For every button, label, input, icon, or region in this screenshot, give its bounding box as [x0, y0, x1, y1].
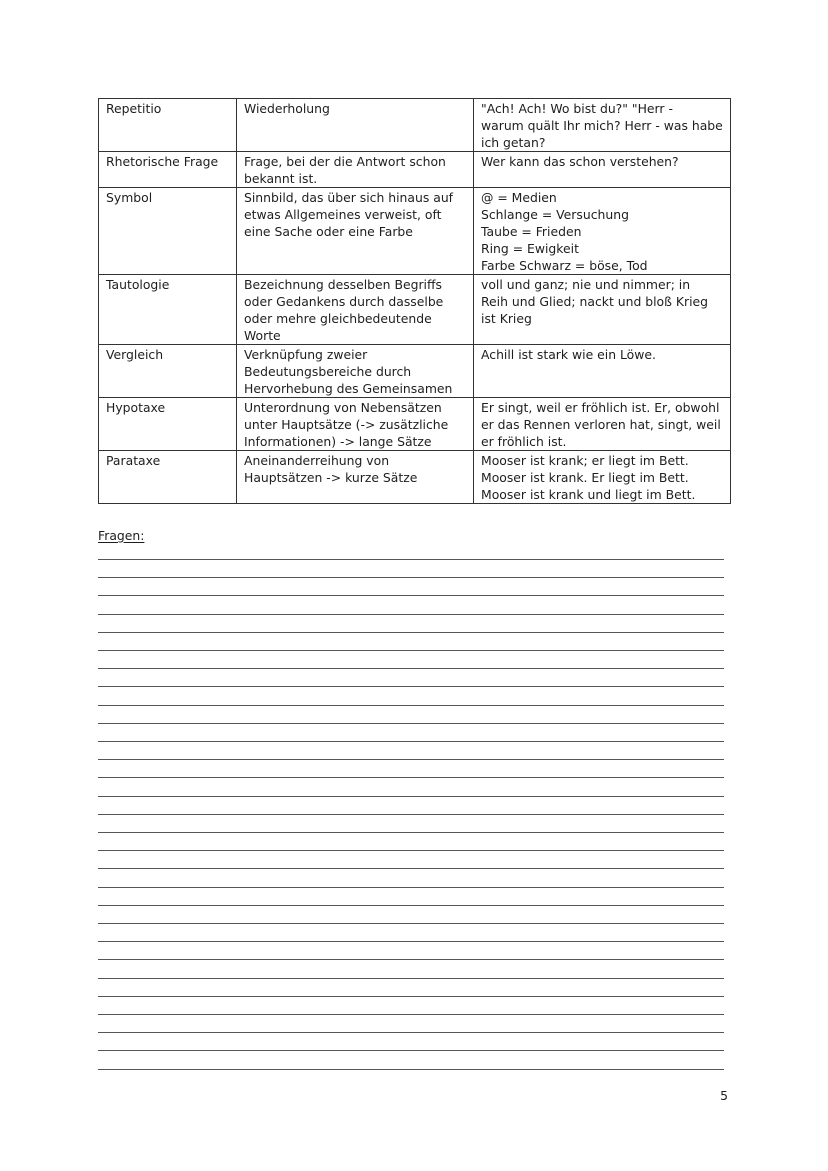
example-cell: Er singt, weil er fröhlich ist. Er, obwohl er das Rennen verloren hat, singt, weil er fröhlich ist.: [474, 398, 731, 451]
term-cell: Repetitio: [99, 99, 237, 152]
term-cell: Hypotaxe: [99, 398, 237, 451]
answer-line[interactable]: [98, 941, 724, 942]
term-cell: Tautologie: [99, 275, 237, 345]
answer-line[interactable]: [98, 632, 724, 633]
answer-line[interactable]: [98, 614, 724, 615]
example-cell: Mooser ist krank; er liegt im Bett. Mooser ist krank. Er liegt im Bett. Mooser ist krank und liegt im Bett.: [474, 451, 731, 504]
example-cell: Achill ist stark wie ein Löwe.: [474, 345, 731, 398]
definition-cell: Wiederholung: [237, 99, 474, 152]
answer-line[interactable]: [98, 705, 724, 706]
definition-cell: Verknüpfung zweier Bedeutungsbereiche durch Hervorhebung des Gemeinsamen: [237, 345, 474, 398]
answer-line[interactable]: [98, 759, 724, 760]
answer-line[interactable]: [98, 868, 724, 869]
answer-line[interactable]: [98, 577, 724, 578]
answer-line[interactable]: [98, 978, 724, 979]
example-cell: @ = Medien Schlange = Versuchung Taube = Frieden Ring = Ewigkeit Farbe Schwarz = böse, Tod: [474, 188, 731, 275]
answer-line[interactable]: [98, 686, 724, 687]
answer-line[interactable]: [98, 741, 724, 742]
answer-line[interactable]: [98, 559, 724, 560]
answer-line[interactable]: [98, 905, 724, 906]
answer-line[interactable]: [98, 777, 724, 778]
answer-line[interactable]: [98, 1069, 724, 1070]
answer-line[interactable]: [98, 959, 724, 960]
answer-line[interactable]: [98, 1050, 724, 1051]
answer-line[interactable]: [98, 650, 724, 651]
term-cell: Vergleich: [99, 345, 237, 398]
answer-line[interactable]: [98, 723, 724, 724]
example-cell: "Ach! Ach! Wo bist du?" "Herr - warum quält Ihr mich? Herr - was habe ich getan?: [474, 99, 731, 152]
example-cell: voll und ganz; nie und nimmer; in Reih und Glied; nackt und bloß Krieg ist Krieg: [474, 275, 731, 345]
term-cell: Rhetorische Frage: [99, 152, 237, 188]
answer-line[interactable]: [98, 595, 724, 596]
term-cell: Symbol: [99, 188, 237, 275]
answer-line[interactable]: [98, 1032, 724, 1033]
definition-cell: Sinnbild, das über sich hinaus auf etwas Allgemeines verweist, oft eine Sache oder eine Farbe: [237, 188, 474, 275]
answer-line[interactable]: [98, 887, 724, 888]
answer-line[interactable]: [98, 1014, 724, 1015]
answer-line[interactable]: [98, 796, 724, 797]
definition-cell: Bezeichnung desselben Begriffs oder Gedankens durch dasselbe oder mehre gleichbedeutende Worte: [237, 275, 474, 345]
answer-line[interactable]: [98, 832, 724, 833]
page-number: 5: [720, 1088, 728, 1103]
questions-heading: Fragen:: [98, 528, 145, 543]
answer-line[interactable]: [98, 996, 724, 997]
answer-line[interactable]: [98, 850, 724, 851]
answer-lines: [98, 0, 724, 1171]
answer-line[interactable]: [98, 923, 724, 924]
term-cell: Parataxe: [99, 451, 237, 504]
example-cell: Wer kann das schon verstehen?: [474, 152, 731, 188]
answer-line[interactable]: [98, 814, 724, 815]
answer-line[interactable]: [98, 668, 724, 669]
definition-cell: Frage, bei der die Antwort schon bekannt ist.: [237, 152, 474, 188]
definition-cell: Aneinanderreihung von Hauptsätzen -> kurze Sätze: [237, 451, 474, 504]
definition-cell: Unterordnung von Nebensätzen unter Hauptsätze (-> zusätzliche Informationen) -> lange Sätze: [237, 398, 474, 451]
